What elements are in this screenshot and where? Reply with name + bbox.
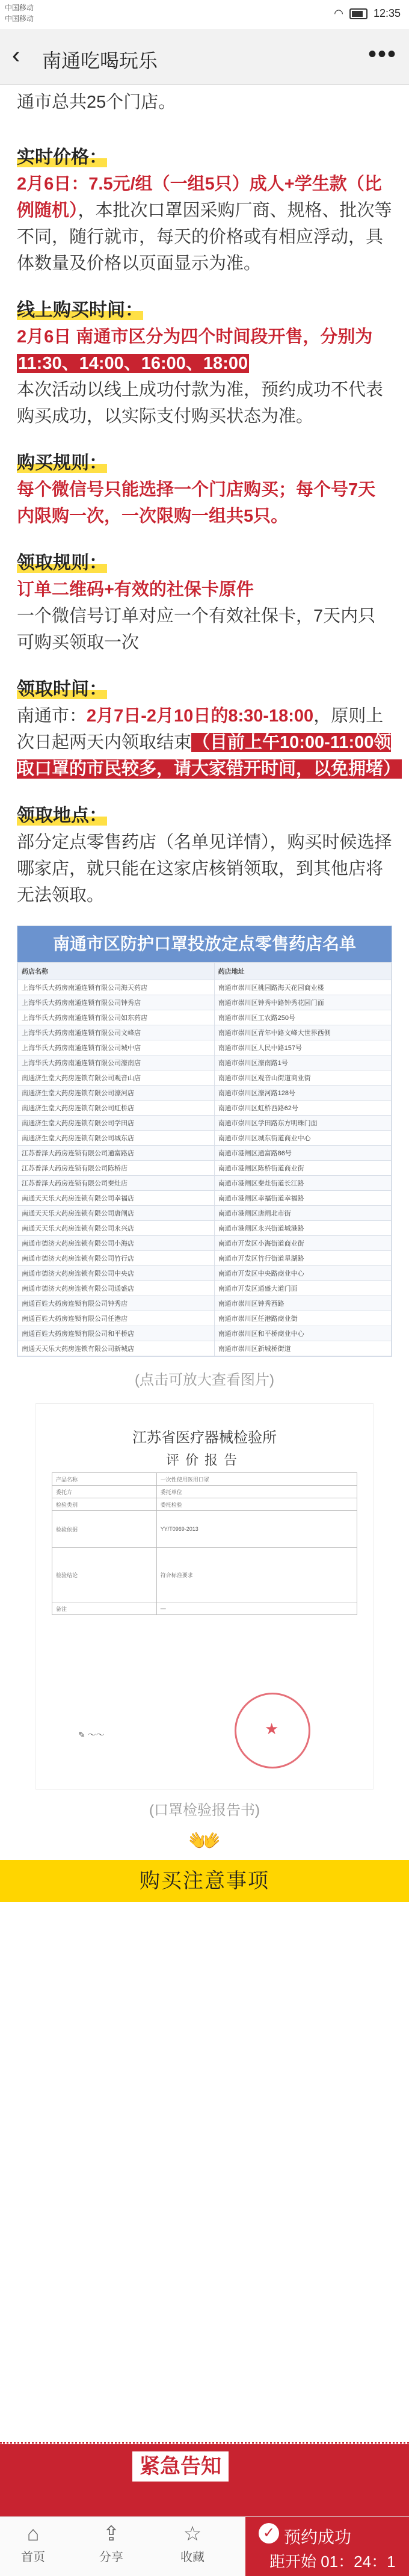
carrier-1: 中国移动 bbox=[5, 4, 34, 12]
report-caption: (口罩检验报告书) bbox=[149, 1802, 260, 1818]
location-section bbox=[17, 803, 392, 909]
pickup-time-highlight: （目前上午10:00-11:00领取口罩的市民较多，请大家错开时间，以免拥堵） bbox=[17, 733, 401, 779]
urgent-notice bbox=[0, 2444, 409, 2516]
store-address-cell: 南通市崇川区工农路250号 bbox=[214, 1010, 391, 1025]
page-title: 南通吃喝玩乐 bbox=[42, 50, 158, 72]
table-row bbox=[18, 1326, 392, 1341]
table-row bbox=[18, 1191, 392, 1206]
article-content bbox=[17, 84, 401, 1902]
battery-icon bbox=[349, 8, 367, 19]
pickup-city: 南通市： bbox=[17, 706, 87, 726]
report-cell: 委托单位 bbox=[156, 1486, 357, 1498]
report-table bbox=[52, 1472, 357, 1615]
store-address-cell: 南通市崇川区濠河路128号 bbox=[214, 1086, 391, 1101]
store-address-cell: 南通市崇川区学田路东方明珠门面 bbox=[214, 1116, 391, 1131]
report-cell: 符合标准要求 bbox=[156, 1548, 357, 1602]
clap-hands-icon: 👐 bbox=[188, 1826, 221, 1856]
store-address-cell: 南通市崇川区观音山街道商业街 bbox=[214, 1070, 391, 1086]
store-address-cell: 南通市港闸区陈桥街道商业街 bbox=[214, 1161, 391, 1176]
store-name-cell: 江苏普泽大药房连锁有限公司陈桥店 bbox=[18, 1161, 215, 1176]
online-section bbox=[17, 297, 392, 430]
table-row bbox=[18, 1251, 392, 1266]
report-subtitle: 评价报告 bbox=[165, 1453, 243, 1468]
store-address-cell: 南通市崇川区新城桥街道 bbox=[214, 1341, 391, 1356]
table-header: 药店名称 bbox=[18, 963, 215, 980]
pickup-rules-section bbox=[17, 550, 392, 656]
store-name-cell: 南通济生堂大药房连锁有限公司城东店 bbox=[18, 1131, 215, 1146]
online-rest: 本次活动以线上成功付款为准，预约成功不代表购买成功，以实际支付购买状态为准。 bbox=[17, 380, 384, 426]
star-icon: ☆ bbox=[183, 2522, 202, 2545]
store-address-cell: 南通市崇川区濠南路1号 bbox=[214, 1055, 391, 1070]
countdown: 距开始 01：24：1 bbox=[269, 2553, 396, 2571]
price-rest: ，本批次口罩因采购厂商、规格、批次等不同，随行就市，每天的价格或有相应浮动，具体数量及价格以页面显示为准。 bbox=[17, 201, 392, 273]
carrier-info bbox=[5, 2, 34, 24]
store-name-cell: 上海华氏大药房南通连锁有限公司海天药店 bbox=[18, 980, 215, 995]
share-icon: ⇪ bbox=[102, 2522, 120, 2545]
pickup-rules-red: 订单二维码+有效的社保卡原件 bbox=[17, 580, 254, 599]
store-address-cell: 南通市港闸区永兴街道城港路 bbox=[214, 1221, 391, 1236]
clock: 12:35 bbox=[373, 7, 401, 19]
tab-home[interactable] bbox=[0, 2521, 66, 2565]
table-row bbox=[18, 1116, 392, 1131]
table-row bbox=[18, 980, 392, 995]
table-row bbox=[18, 1176, 392, 1191]
store-name-cell: 上海华氏大药房南通连锁有限公司文峰店 bbox=[18, 1025, 215, 1040]
store-address-cell: 南通市崇川区桃园路海天花园商业楼 bbox=[214, 980, 391, 995]
pickup-time-rest: ，原则上次日起两天内领取结束 bbox=[17, 706, 384, 752]
report-cell: 委托方 bbox=[52, 1486, 157, 1498]
store-name-cell: 南通百姓大药房连锁有限公司和平桥店 bbox=[18, 1326, 215, 1341]
store-address-cell: 南通市开发区通盛大道门面 bbox=[214, 1281, 391, 1296]
store-name-cell: 江苏普泽大药房连锁有限公司通富路店 bbox=[18, 1146, 215, 1161]
store-name-cell: 南通济生堂大药房连锁有限公司虹桥店 bbox=[18, 1101, 215, 1116]
store-name-cell: 上海华氏大药房南通连锁有限公司如东药店 bbox=[18, 1010, 215, 1025]
nav-bar bbox=[0, 29, 409, 85]
online-line1: 2月6日 南通市区分为四个时间段开售，分别为 bbox=[17, 327, 373, 347]
status-bar bbox=[0, 0, 409, 29]
store-address-cell: 南通市开发区中央路商业中心 bbox=[214, 1266, 391, 1281]
table-row bbox=[18, 1296, 392, 1311]
store-address-cell: 南通市开发区小海街道商业街 bbox=[214, 1236, 391, 1251]
report-cell: 备注 bbox=[52, 1602, 157, 1615]
booking-label: 预约成功 bbox=[284, 2528, 352, 2547]
store-address-cell: 南通市港闸区秦灶街道长江路 bbox=[214, 1176, 391, 1191]
pickup-rules-text: 一个微信号订单对应一个有效社保卡，7天内只可购买领取一次 bbox=[17, 607, 376, 652]
booking-status-button[interactable] bbox=[245, 2517, 409, 2576]
table-row bbox=[18, 1131, 392, 1146]
store-address-cell: 南通市崇川区钟秀中路钟秀花园门面 bbox=[214, 995, 391, 1010]
report-cell: 检验结论 bbox=[52, 1548, 157, 1602]
online-text bbox=[17, 324, 392, 377]
store-address-cell: 南通市崇川区青年中路文峰大世界西侧 bbox=[214, 1025, 391, 1040]
store-name-cell: 南通天天乐大药房连锁有限公司永兴店 bbox=[18, 1221, 215, 1236]
table-row bbox=[18, 1010, 392, 1025]
pickup-time-red: 2月7日-2月10日的8:30-18:00 bbox=[87, 706, 314, 726]
bottom-tab-bar bbox=[0, 2516, 409, 2576]
store-name-cell: 南通市德济大药房连锁有限公司中央店 bbox=[18, 1266, 215, 1281]
store-name-cell: 南通百姓大药房连锁有限公司任港店 bbox=[18, 1311, 215, 1326]
online-times: 11:30、14:00、16:00、18:00 bbox=[18, 354, 248, 373]
online-heading: 线上购买时间： bbox=[17, 300, 143, 320]
store-list-image[interactable] bbox=[17, 925, 392, 1357]
purchase-notes-button[interactable]: 购买注意事项 bbox=[0, 1860, 409, 1902]
pickup-time-text bbox=[17, 703, 401, 782]
urgent-notice-label: 紧急告知 bbox=[132, 2451, 229, 2482]
store-name-cell: 江苏普泽大药房连锁有限公司秦灶店 bbox=[18, 1176, 215, 1191]
table-row bbox=[18, 995, 392, 1010]
table-row bbox=[18, 1055, 392, 1070]
store-name-cell: 南通天天乐大药房连锁有限公司新城店 bbox=[18, 1341, 215, 1356]
wifi-icon: ◠ bbox=[334, 7, 343, 19]
store-address-cell: 南通市港闸区通富路86号 bbox=[214, 1146, 391, 1161]
table-row bbox=[18, 1311, 392, 1326]
price-text bbox=[17, 171, 392, 277]
carrier-2: 中国移动 bbox=[5, 14, 34, 23]
table-row bbox=[18, 1146, 392, 1161]
rules-section bbox=[17, 450, 392, 530]
more-options-icon[interactable]: ••• bbox=[367, 41, 397, 67]
check-icon: ✓ bbox=[259, 2523, 279, 2544]
tab-share[interactable] bbox=[78, 2521, 144, 2565]
store-name-cell: 南通济生堂大药房连锁有限公司学田店 bbox=[18, 1116, 215, 1131]
pickup-time-heading: 领取时间： bbox=[17, 679, 107, 699]
stamp-star-icon: ★ bbox=[265, 1720, 279, 1738]
store-address-cell: 南通市崇川区和平桥商业中心 bbox=[214, 1326, 391, 1341]
report-cell: — bbox=[156, 1602, 357, 1615]
store-address-cell: 南通市开发区竹行街道星湖路 bbox=[214, 1251, 391, 1266]
tab-label: 分享 bbox=[99, 2551, 123, 2564]
store-address-cell: 南通市崇川区人民中路157号 bbox=[214, 1040, 391, 1055]
store-name-cell: 南通天天乐大药房连锁有限公司唐闸店 bbox=[18, 1206, 215, 1221]
rules-heading: 购买规则： bbox=[17, 453, 107, 473]
pickup-rules-heading: 领取规则： bbox=[17, 553, 107, 573]
store-address-cell: 南通市港闸区幸福街道幸福路 bbox=[214, 1191, 391, 1206]
tab-label: 收藏 bbox=[180, 2551, 204, 2564]
store-name-cell: 上海华氏大药房南通连锁有限公司钟秀店 bbox=[18, 995, 215, 1010]
table-row bbox=[18, 1101, 392, 1116]
location-heading: 领取地点： bbox=[17, 806, 107, 826]
table-header: 药店地址 bbox=[214, 963, 391, 980]
store-table-title: 南通市区防护口罩投放定点零售药店名单 bbox=[17, 926, 392, 962]
report-cell: 产品名称 bbox=[52, 1473, 157, 1486]
store-address-cell: 南通市崇川区虹桥西路62号 bbox=[214, 1101, 391, 1116]
store-address-cell: 南通市港闸区唐闸北市街 bbox=[214, 1206, 391, 1221]
table-row bbox=[18, 1070, 392, 1086]
intro-tail: 通市总共25个门店。 bbox=[17, 93, 176, 112]
store-name-cell: 南通市德济大药房连锁有限公司小海店 bbox=[18, 1236, 215, 1251]
location-text: 部分定点零售药店（名单见详情），购买时候选择哪家店，就只能在这家店核销领取，到其他店将无法领取。 bbox=[17, 833, 392, 905]
report-cell: 委托检验 bbox=[156, 1498, 357, 1511]
pickup-time-section bbox=[17, 676, 401, 782]
tab-favorite[interactable] bbox=[159, 2521, 226, 2565]
inspection-report-image[interactable] bbox=[35, 1403, 374, 1790]
store-name-cell: 上海华氏大药房南通连锁有限公司濠南店 bbox=[18, 1055, 215, 1070]
rules-text: 每个微信号只能选择一个门店购买；每个号7天内限购一次，一次限购一组共5只。 bbox=[17, 480, 376, 526]
store-name-cell: 上海华氏大药房南通连锁有限公司城中店 bbox=[18, 1040, 215, 1055]
report-cell: 检验依据 bbox=[52, 1511, 157, 1548]
report-title: 江苏省医疗器械检验所 bbox=[132, 1430, 277, 1446]
report-cell: 检验类别 bbox=[52, 1498, 157, 1511]
home-icon: ⌂ bbox=[26, 2522, 40, 2545]
store-name-cell: 南通百姓大药房连锁有限公司钟秀店 bbox=[18, 1296, 215, 1311]
store-name-cell: 南通市德济大药房连锁有限公司竹行店 bbox=[18, 1251, 215, 1266]
price-bold: 2月6日：7.5元/组（一组5只）成人+学生款（比例随机） bbox=[17, 175, 382, 220]
store-name-cell: 南通济生堂大药房连锁有限公司濠河店 bbox=[18, 1086, 215, 1101]
table-row bbox=[18, 1236, 392, 1251]
table-row bbox=[18, 1161, 392, 1176]
table-row bbox=[18, 1266, 392, 1281]
table-row bbox=[18, 1281, 392, 1296]
price-section bbox=[17, 144, 392, 277]
store-address-cell: 南通市崇川区任港路商业街 bbox=[214, 1311, 391, 1326]
table-row bbox=[18, 1025, 392, 1040]
table-row bbox=[18, 1221, 392, 1236]
table-caption: (点击可放大查看图片) bbox=[135, 1372, 274, 1388]
back-arrow-icon[interactable]: ‹ bbox=[12, 42, 20, 69]
table-row bbox=[18, 1040, 392, 1055]
table-row bbox=[18, 1341, 392, 1356]
table-row bbox=[18, 1206, 392, 1221]
tab-label: 首页 bbox=[21, 2551, 45, 2564]
store-table bbox=[17, 962, 392, 1356]
store-address-cell: 南通市崇川区钟秀西路 bbox=[214, 1296, 391, 1311]
signature: ✎ ～～ bbox=[78, 1730, 105, 1740]
report-cell: YY/T0969-2013 bbox=[156, 1511, 357, 1548]
store-name-cell: 南通济生堂大药房连锁有限公司观音山店 bbox=[18, 1070, 215, 1086]
store-address-cell: 南通市崇川区城东街道商业中心 bbox=[214, 1131, 391, 1146]
store-name-cell: 南通市德济大药房连锁有限公司通盛店 bbox=[18, 1281, 215, 1296]
table-row bbox=[18, 1086, 392, 1101]
store-name-cell: 南通天天乐大药房连锁有限公司幸福店 bbox=[18, 1191, 215, 1206]
price-heading: 实时价格： bbox=[17, 147, 107, 167]
report-cell: 一次性使用医用口罩 bbox=[156, 1473, 357, 1486]
